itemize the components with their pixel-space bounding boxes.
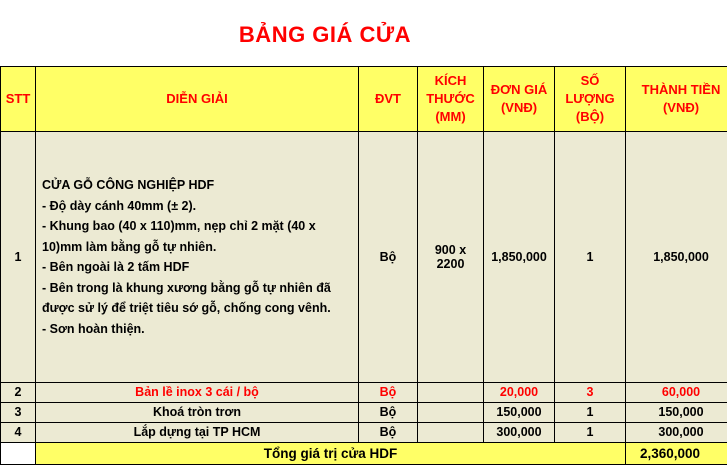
desc-line: CỬA GỖ CÔNG NGHIỆP HDF <box>42 178 215 192</box>
cell-desc: Bản lề inox 3 cái / bộ <box>36 383 359 403</box>
cell-price: 300,000 <box>484 423 555 443</box>
header-size-line: KÍCH <box>434 73 467 88</box>
cell-unit: Bộ <box>359 383 418 403</box>
total-value: 2,360,000 <box>626 443 727 465</box>
size-line: 900 x <box>434 243 467 257</box>
cell-stt: 1 <box>1 132 36 383</box>
cell-price: 1,850,000 <box>484 132 555 383</box>
desc-line: - Khung bao (40 x 110)mm, nẹp chỉ 2 mặt (40 x 10)mm làm bằng gỗ tự nhiên. <box>42 219 316 254</box>
header-price-line: (VNĐ) <box>500 100 538 115</box>
table-row <box>1 383 727 403</box>
cell-size <box>418 403 484 423</box>
cell-total: 150,000 <box>626 403 727 423</box>
header-total-line: (VNĐ) <box>662 100 700 115</box>
cell-qty: 1 <box>555 423 626 443</box>
header-unit: ĐVT <box>359 67 418 132</box>
header-size-line: THƯỚC <box>426 91 475 106</box>
table-row <box>1 423 727 443</box>
cell-total: 300,000 <box>626 423 727 443</box>
desc-line: - Bên ngoài là 2 tấm HDF <box>42 260 190 274</box>
table-header-row <box>1 67 727 132</box>
cell-desc: Khoá tròn trơn <box>36 403 359 423</box>
header-desc: DIỄN GIẢI <box>36 67 359 132</box>
price-table <box>0 66 727 465</box>
header-total-line: THÀNH TIỀN <box>641 82 721 97</box>
cell-stt: 4 <box>1 423 36 443</box>
table-row <box>1 132 727 383</box>
cell-desc: Lắp dựng tại TP HCM <box>36 423 359 443</box>
total-row <box>1 443 727 465</box>
size-line: 2200 <box>436 257 465 271</box>
cell-qty: 1 <box>555 132 626 383</box>
header-price <box>484 67 555 132</box>
cell-qty: 1 <box>555 403 626 423</box>
total-label: Tổng giá trị cửa HDF <box>36 443 626 465</box>
total-empty-cell <box>1 443 36 465</box>
header-qty <box>555 67 626 132</box>
cell-stt: 3 <box>1 403 36 423</box>
cell-desc <box>36 132 359 383</box>
page-title: BẢNG GIÁ CỬA <box>238 22 412 47</box>
cell-unit: Bộ <box>359 403 418 423</box>
header-size <box>418 67 484 132</box>
cell-unit: Bộ <box>359 132 418 383</box>
cell-qty: 3 <box>555 383 626 403</box>
header-total <box>626 67 727 132</box>
header-qty-line: (BỘ) <box>575 109 605 124</box>
cell-size <box>418 383 484 403</box>
desc-line: - Sơn hoàn thiện. <box>42 321 145 336</box>
header-size-line: (MM) <box>435 109 466 124</box>
cell-unit: Bộ <box>359 423 418 443</box>
header-qty-line: SỐ <box>580 73 600 88</box>
header-stt: STT <box>1 67 36 132</box>
table-row <box>1 403 727 423</box>
desc-line: - Bên trong là khung xương bằng gỗ tự nhiên đã được sử lý để triệt tiêu sớ gỗ, chống cong vênh. <box>42 280 331 315</box>
cell-total: 1,850,000 <box>626 132 727 383</box>
cell-price: 20,000 <box>484 383 555 403</box>
cell-size <box>418 132 484 383</box>
cell-size <box>418 423 484 443</box>
cell-total: 60,000 <box>626 383 727 403</box>
cell-price: 150,000 <box>484 403 555 423</box>
header-price-line: ĐƠN GIÁ <box>490 82 548 97</box>
desc-line: - Độ dày cánh 40mm (± 2). <box>42 198 197 213</box>
header-qty-line: LƯỢNG <box>565 91 615 106</box>
cell-stt: 2 <box>1 383 36 403</box>
